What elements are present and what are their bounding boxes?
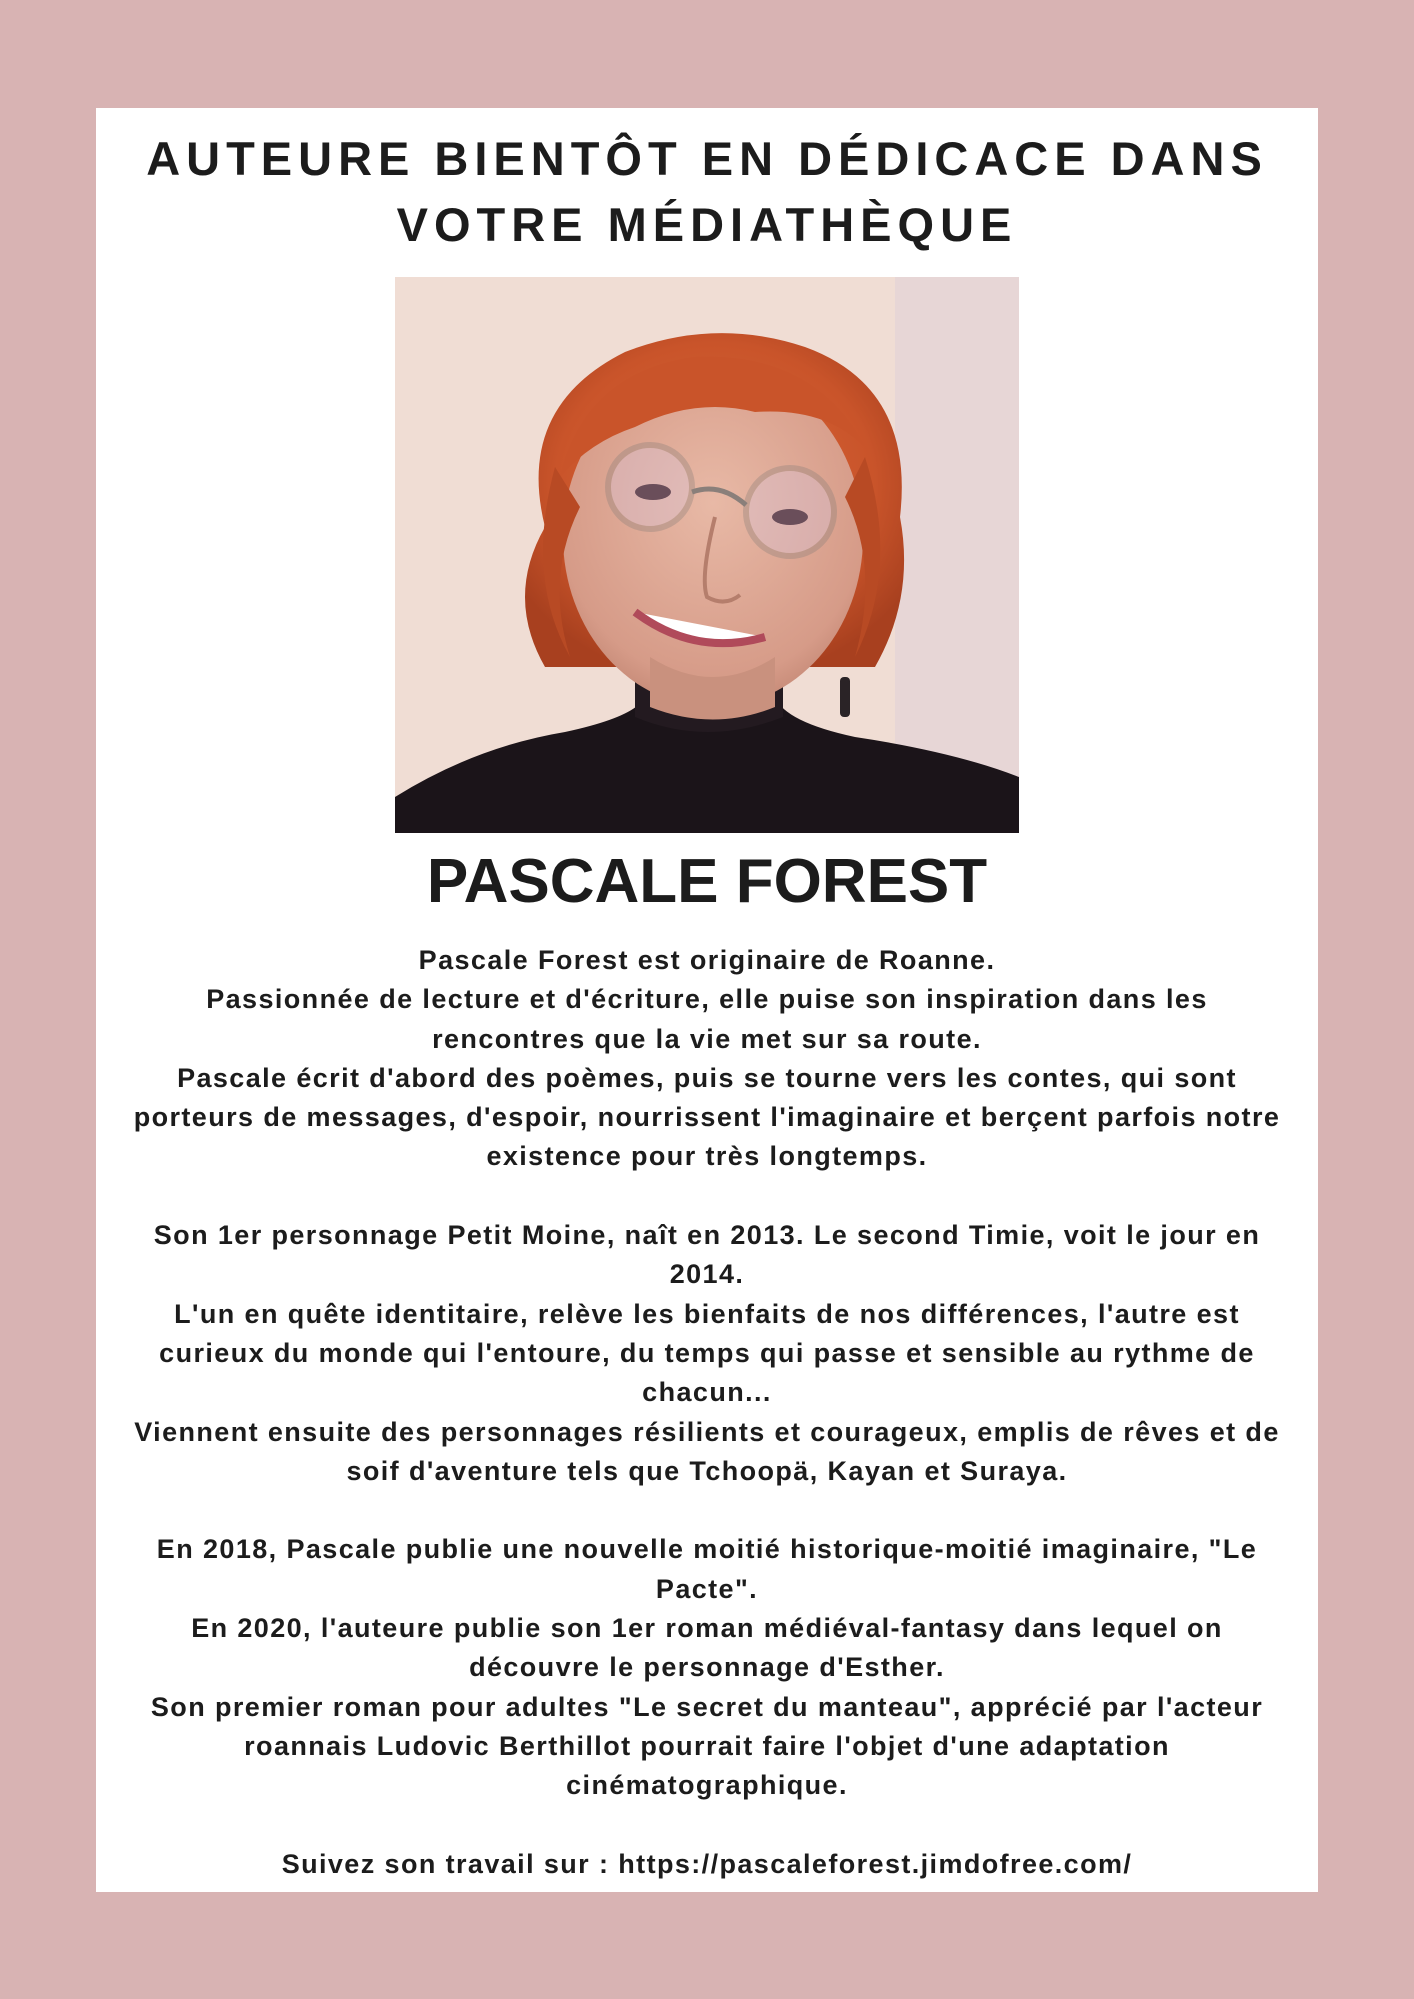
bio-fantasy-novel: En 2020, l'auteure publie son 1er roman médiéval-fantasy dans lequel on découvre le personnage d'Esther. xyxy=(191,1613,1223,1683)
author-biography xyxy=(132,941,1282,1884)
headline-line-2: VOTRE MÉDIATHÈQUE xyxy=(396,198,1018,251)
bio-passion: Passionnée de lecture et d'écriture, elle puise son inspiration dans les rencontres que la vie met sur sa route. xyxy=(206,984,1208,1054)
bio-later-characters: Viennent ensuite des personnages résilients et courageux, emplis de rêves et de soif d'aventure tels que Tchoopä, Kayan et Suraya. xyxy=(134,1416,1280,1486)
bio-le-pacte: En 2018, Pascale publie une nouvelle moitié historique-moitié imaginaire, "Le Pacte". xyxy=(156,1534,1258,1604)
paragraph-spacer xyxy=(132,1177,1282,1216)
bio-origin: Pascale Forest est originaire de Roanne. xyxy=(418,945,996,975)
poster-headline xyxy=(96,126,1318,258)
author-portrait xyxy=(395,277,1019,833)
bio-first-characters: Son 1er personnage Petit Moine, naît en 2013. Le second Timie, voit le jour en 2014. xyxy=(153,1220,1261,1290)
bio-characters-themes: L'un en quête identitaire, relève les bienfaits de nos différences, l'autre est curieux du monde qui l'entoure, du temps qui passe et sensible au rythme de chacun... xyxy=(159,1298,1255,1408)
author-name: PASCALE FOREST xyxy=(426,847,988,916)
paragraph-spacer xyxy=(132,1806,1282,1845)
bio-adult-novel: Son premier roman pour adultes "Le secret du manteau", apprécié par l'acteur roannais Ludovic Berthillot pourrait faire l'objet d'une adaptation cinématographique. xyxy=(150,1691,1264,1801)
bio-writing: Pascale écrit d'abord des poèmes, puis se tourne vers les contes, qui sont porteurs de messages, d'espoir, nourrissent l'imaginaire et berçent parfois notre existence pour très longtemps. xyxy=(133,1062,1281,1172)
follow-website-line: Suivez son travail sur : https://pascaleforest.jimdofree.com/ xyxy=(281,1848,1133,1879)
portrait-illustration xyxy=(395,277,1019,833)
poster-card xyxy=(96,108,1318,1892)
paragraph-spacer xyxy=(132,1491,1282,1530)
headline-line-1: AUTEURE BIENTÔT EN DÉDICACE DANS xyxy=(146,132,1268,185)
